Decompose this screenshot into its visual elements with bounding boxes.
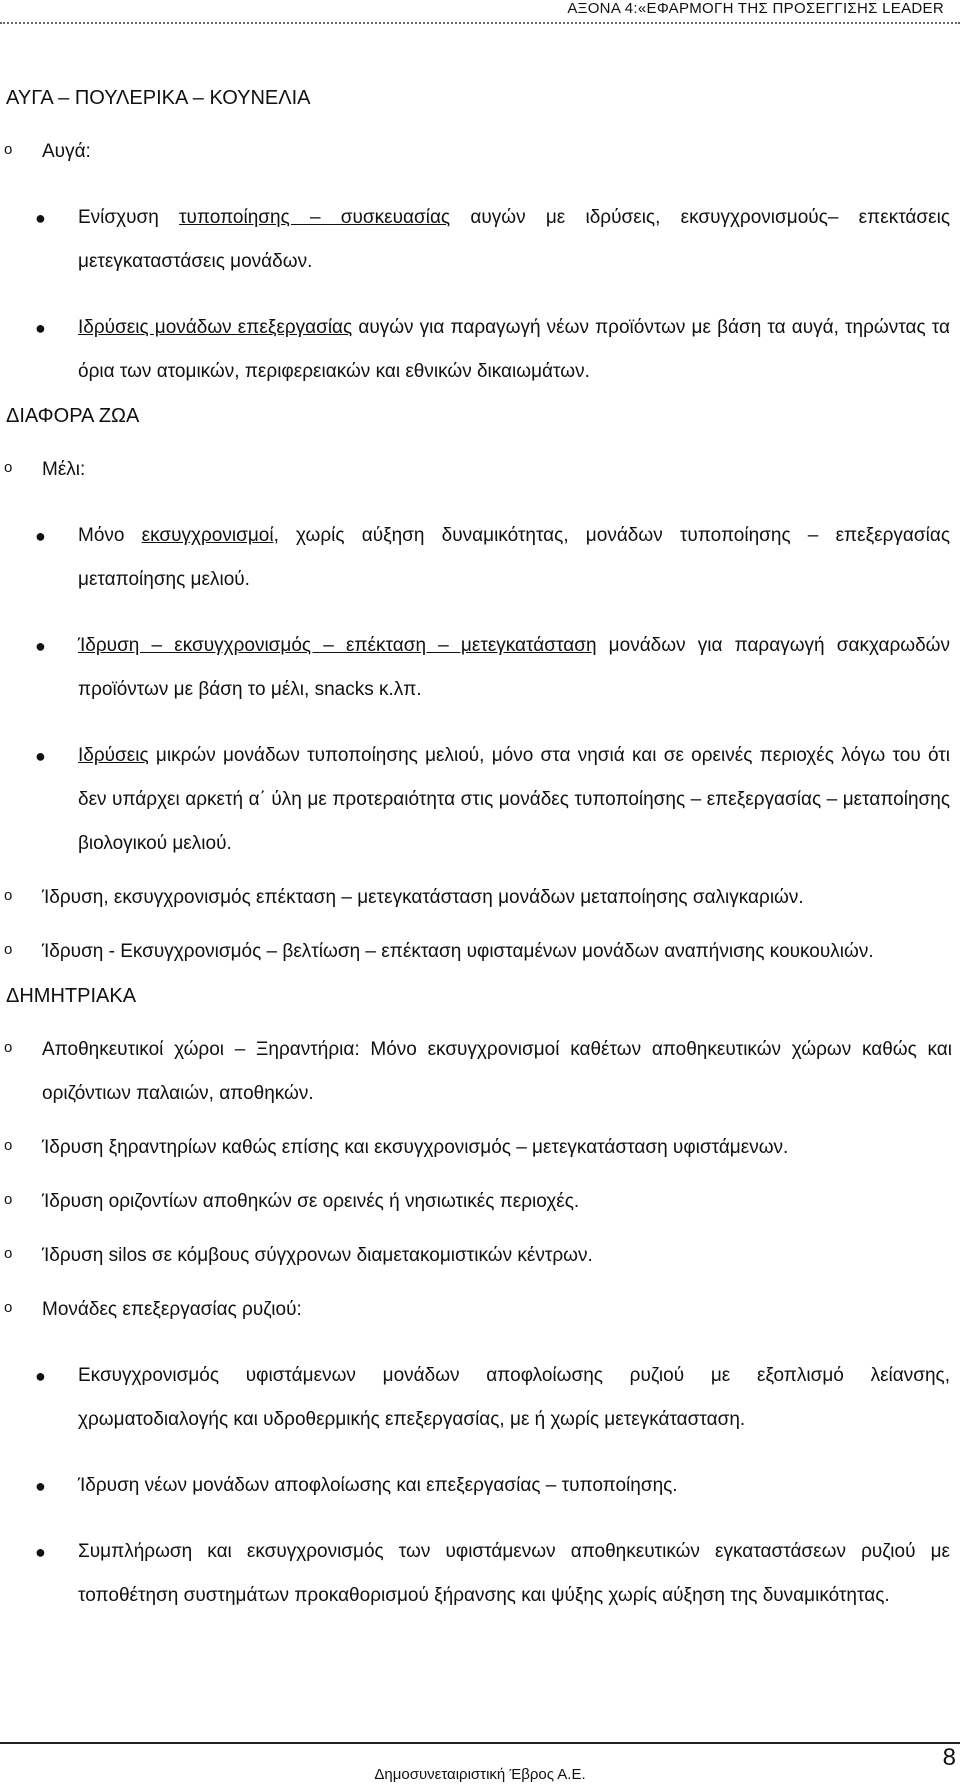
item-text: Ίδρυση, εκσυγχρονισμός επέκταση – μετεγκατάσταση μονάδων μεταποίησης σαλιγκαριών. bbox=[42, 887, 804, 908]
header-title: ΑΞΟΝΑ 4:«ΕΦΑΡΜΟΓΗ ΤΗΣ ΠΡΟΣΕΓΓΙΣΗΣ LEADER bbox=[567, 0, 944, 17]
circle-bullet-icon: o bbox=[4, 1137, 13, 1154]
list-item-storage bbox=[0, 1028, 952, 1116]
header-divider bbox=[0, 22, 960, 24]
item-text: Ίδρυση silos σε κόμβους σύγχρονων διαμετακομιστικών κέντρων. bbox=[42, 1245, 593, 1266]
list-item-cocoons bbox=[0, 930, 952, 974]
list-item-dryers bbox=[0, 1126, 952, 1170]
item-text: αυγών για παραγωγή νέων προϊόντων με βάση τα αυγά, τηρώντας τα όρια των ατομικών, περιφερειακών και εθνικών δικαιωμάτων. bbox=[78, 317, 950, 382]
item-text: , χωρίς αύξηση δυναμικότητας, μονάδων τυποποίησης – επεξεργασίας μεταποίησης μελιού. bbox=[78, 525, 950, 590]
item-text: Ίδρυση οριζοντίων αποθηκών σε ορεινές ή νησιωτικές περιοχές. bbox=[42, 1191, 580, 1212]
item-text: μικρών μονάδων τυποποίησης μελιού, μόνο στα νησιά και σε ορεινές περιοχές λόγω του ότι δεν υπάρχει αρκετή α΄ ύλη με προτεραιότητα στις μονάδες τυποποίησης – επεξεργασίας – μεταποίησης βιολογικού μελιού. bbox=[78, 745, 950, 854]
circle-bullet-icon: o bbox=[4, 941, 13, 958]
list-item-silos bbox=[0, 1234, 952, 1278]
item-label: Μονάδες επεξεργασίας ρυζιού: bbox=[42, 1299, 302, 1320]
list-item-rice-new-units bbox=[0, 1464, 952, 1508]
underlined-phrase: εκσυγχρονισμοί bbox=[141, 525, 274, 546]
circle-bullet-icon: o bbox=[4, 141, 13, 158]
dot-bullet-icon: ● bbox=[35, 746, 46, 766]
list-item-snails bbox=[0, 876, 952, 920]
underlined-phrase: Ιδρύσεις μονάδων επεξεργασίας bbox=[78, 317, 353, 338]
item-label: Μέλι: bbox=[42, 459, 86, 480]
circle-bullet-icon: o bbox=[4, 459, 13, 476]
list-item-horizontal-warehouses bbox=[0, 1180, 952, 1224]
section-heading-eggs-poultry-rabbits: ΑΥΓΑ – ΠΟΥΛΕΡΙΚΑ – ΚΟΥΝΕΛΙΑ bbox=[6, 87, 311, 109]
list-item-rice-storage bbox=[0, 1530, 952, 1618]
item-text: Εκσυγχρονισμός υφιστάμενων μονάδων αποφλοίωσης ρυζιού με εξοπλισμό λείανσης, χρωματοδιαλογής και υδροθερμικής επεξεργασίας, με ή χωρίς μετεγκάτασταση. bbox=[78, 1365, 950, 1430]
list-item-eggs bbox=[0, 130, 952, 174]
item-text: Ίδρυση νέων μονάδων αποφλοίωσης και επεξεργασίας – τυποποίησης. bbox=[78, 1475, 678, 1496]
list-item-eggs-packaging bbox=[0, 196, 952, 284]
dot-bullet-icon: ● bbox=[35, 318, 46, 338]
item-text: Ενίσχυση bbox=[78, 207, 180, 228]
page-number: 8 bbox=[942, 1744, 956, 1771]
dot-bullet-icon: ● bbox=[35, 1366, 46, 1386]
underlined-phrase: Ιδρύσεις bbox=[78, 745, 149, 766]
circle-bullet-icon: o bbox=[4, 1299, 13, 1316]
circle-bullet-icon: o bbox=[4, 1191, 13, 1208]
dot-bullet-icon: ● bbox=[35, 526, 46, 546]
page-footer bbox=[0, 1742, 960, 1788]
underlined-phrase: τυποποίησης – συσκευασίας bbox=[179, 207, 451, 228]
section-heading-other-animals: ΔΙΑΦΟΡΑ ΖΩΑ bbox=[6, 405, 140, 427]
list-item-rice bbox=[0, 1288, 952, 1332]
underlined-phrase: Ίδρυση – εκσυγχρονισμός – επέκταση – μετεγκατάσταση bbox=[78, 635, 597, 656]
list-item-honey-small-units bbox=[0, 734, 952, 866]
list-item-honey-modernization bbox=[0, 514, 952, 602]
list-item-honey bbox=[0, 448, 952, 492]
dot-bullet-icon: ● bbox=[35, 636, 46, 656]
list-item-rice-modernization bbox=[0, 1354, 952, 1442]
item-text: Ίδρυση ξηραντηρίων καθώς επίσης και εκσυγχρονισμός – μετεγκατάσταση υφιστάμενων. bbox=[42, 1137, 789, 1158]
list-item-honey-products bbox=[0, 624, 952, 712]
dot-bullet-icon: ● bbox=[35, 1476, 46, 1496]
item-text: Συμπλήρωση και εκσυγχρονισμός των υφιστάμενων αποθηκευτικών εγκαταστάσεων ρυζιού με τοποθέτηση συστημάτων προκαθορισμού ξήρανσης και ψύξης χωρίς αύξηση της δυναμικότητας. bbox=[78, 1541, 950, 1606]
list-item-eggs-processing bbox=[0, 306, 952, 394]
item-text: Ίδρυση - Εκσυγχρονισμός – βελτίωση – επέκταση υφισταμένων μονάδων αναπήνισης κουκουλιών. bbox=[42, 941, 874, 962]
circle-bullet-icon: o bbox=[4, 1039, 13, 1056]
item-text: Μόνο bbox=[78, 525, 142, 546]
dot-bullet-icon: ● bbox=[35, 1542, 46, 1562]
item-label: Αυγά: bbox=[42, 141, 91, 162]
footer-text: Δημοσυνεταιριστική Έβρος Α.Ε. bbox=[374, 1766, 586, 1783]
circle-bullet-icon: o bbox=[4, 1245, 13, 1262]
document-body bbox=[0, 76, 952, 1618]
dot-bullet-icon: ● bbox=[35, 208, 46, 228]
section-heading-cereals: ΔΗΜΗΤΡΙΑΚΑ bbox=[6, 985, 137, 1007]
item-text: αυγών με ιδρύσεις, εκσυγχρονισμούς– επεκτάσεις μετεγκαταστάσεις μονάδων. bbox=[78, 207, 950, 272]
page-header bbox=[0, 0, 944, 22]
item-text: Αποθηκευτικοί χώροι – Ξηραντήρια: Μόνο εκσυγχρονισμοί καθέτων αποθηκευτικών χώρων καθώς και οριζόντιων παλαιών, αποθηκών. bbox=[42, 1039, 952, 1104]
item-text: μονάδων για παραγωγή σακχαρωδών προϊόντων με βάση το μέλι, snacks κ.λπ. bbox=[78, 635, 950, 700]
circle-bullet-icon: o bbox=[4, 887, 13, 904]
